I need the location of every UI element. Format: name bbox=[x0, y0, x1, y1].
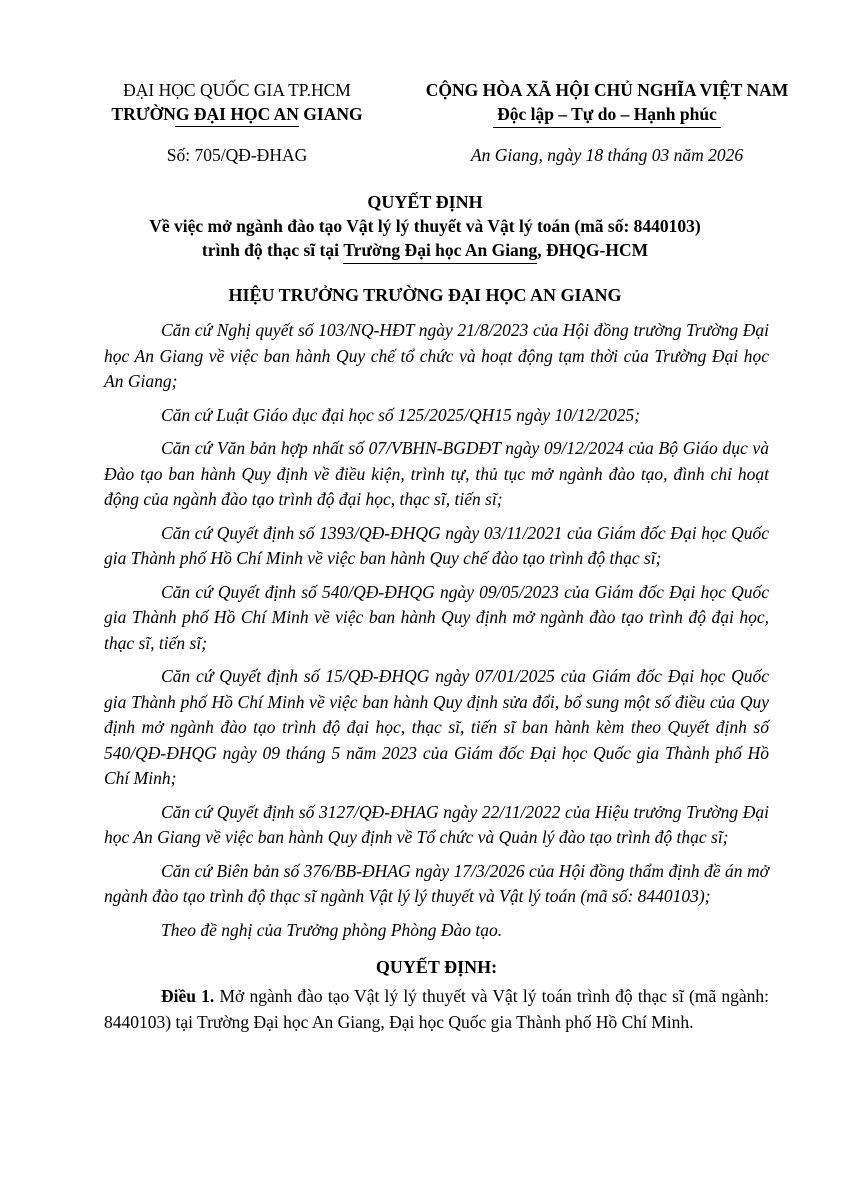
decision-heading: QUYẾT ĐỊNH: bbox=[375, 957, 498, 977]
article-1 bbox=[104, 984, 769, 1035]
legal-basis-2: Căn cứ Luật Giáo dục đại học số 125/2025/QH15 ngày 10/12/2025; bbox=[161, 404, 641, 425]
national-motto-block bbox=[412, 78, 802, 128]
legal-basis-4: Căn cứ Quyết định số 1393/QĐ-ĐHQG ngày 03/11/2021 của Giám đốc Đại học Quốc gia Thành phố Hồ Chí Minh về việc ban hành Quy chế đào tạo trình độ thạc sĩ; bbox=[104, 522, 769, 568]
country-name: CỘNG HÒA XÃ HỘI CHỦ NGHĨA VIỆT NAM bbox=[425, 80, 789, 100]
parent-organization: ĐẠI HỌC QUỐC GIA TP.HCM bbox=[123, 80, 351, 100]
title-heading: QUYẾT ĐỊNH bbox=[367, 192, 483, 212]
decision-title bbox=[90, 190, 760, 262]
title-underlined-school: Trường Đại học An Giang bbox=[343, 240, 538, 260]
title-subject-line1: Về việc mở ngành đào tạo Vật lý lý thuyết và Vật lý toán (mã số: 8440103) bbox=[149, 216, 701, 236]
document-number: Số: 705/QĐ-ĐHAG bbox=[166, 145, 308, 165]
motto-underline bbox=[493, 127, 721, 128]
document-header bbox=[0, 78, 849, 170]
title-line2-prefix: trình độ thạc sĩ tại bbox=[201, 240, 344, 260]
article-1-text: Mở ngành đào tạo Vật lý lý thuyết và Vật lý toán trình độ thạc sĩ (mã ngành: 8440103) tại Trường Đại học An Giang, Đại học Quốc gia Thành phố Hồ Chí Minh. bbox=[104, 986, 770, 1032]
document-body bbox=[104, 318, 769, 1035]
document-date: An Giang, ngày 18 tháng 03 năm 2026 bbox=[470, 145, 744, 165]
issuer-underline bbox=[175, 126, 299, 127]
legal-basis-7: Căn cứ Quyết định số 3127/QĐ-ĐHAG ngày 22/11/2022 của Hiệu trưởng Trường Đại học An Giang về việc ban hành Quy định về Tổ chức và Quản lý đào tạo trình độ thạc sĩ; bbox=[104, 801, 769, 847]
legal-basis-8: Căn cứ Biên bản số 376/BB-ĐHAG ngày 17/3/2026 của Hội đồng thẩm định đề án mở ngành đào tạo trình độ thạc sĩ ngành Vật lý lý thuyết và Vật lý toán (mã số: 8440103); bbox=[104, 860, 769, 906]
issuing-organization: TRƯỜNG ĐẠI HỌC AN GIANG bbox=[111, 104, 363, 124]
issuing-authority: HIỆU TRƯỞNG TRƯỜNG ĐẠI HỌC AN GIANG bbox=[228, 285, 622, 305]
legal-basis-6: Căn cứ Quyết định số 15/QĐ-ĐHQG ngày 07/01/2025 của Giám đốc Đại học Quốc gia Thành phố Hồ Chí Minh về việc ban hành Quy định sửa đổi, bổ sung một số điều của Quy định mở ngành đào tạo trình độ đại học, thạc sĩ, tiến sĩ ban hành kèm theo Quyết định số 540/QĐ-ĐHQG ngày 09 tháng 5 năm 2023 của Giám đốc Đại học Quốc gia Thành phố Hồ Chí Minh; bbox=[104, 666, 769, 788]
proposal-line: Theo đề nghị của Trưởng phòng Phòng Đào tạo. bbox=[161, 919, 503, 940]
legal-basis-1: Căn cứ Nghị quyết số 103/NQ-HĐT ngày 21/8/2023 của Hội đồng trường Trường Đại học An Giang về việc ban hành Quy chế tổ chức và hoạt động tạm thời của Trường Đại học An Giang; bbox=[104, 320, 769, 391]
legal-basis-3: Căn cứ Văn bản hợp nhất số 07/VBHN-BGDĐT ngày 09/12/2024 của Bộ Giáo dục và Đào tạo ban hành Quy định về điều kiện, trình tự, thủ tục mở ngành đào tạo, đình chỉ hoạt động của ngành đào tạo trình độ đại học, thạc sĩ, tiến sĩ; bbox=[104, 438, 769, 509]
title-subject-line2 bbox=[90, 238, 760, 262]
article-1-label: Điều 1. bbox=[161, 986, 215, 1006]
national-motto: Độc lập – Tự do – Hạnh phúc bbox=[497, 104, 717, 124]
issuer-block bbox=[92, 78, 382, 127]
legal-basis-5: Căn cứ Quyết định số 540/QĐ-ĐHQG ngày 09/05/2023 của Giám đốc Đại học Quốc gia Thành phố Hồ Chí Minh về việc ban hành Quy định mở ngành đào tạo trình độ đại học, thạc sĩ, tiến sĩ; bbox=[104, 581, 769, 653]
title-line2-suffix: , ĐHQG-HCM bbox=[537, 240, 649, 260]
